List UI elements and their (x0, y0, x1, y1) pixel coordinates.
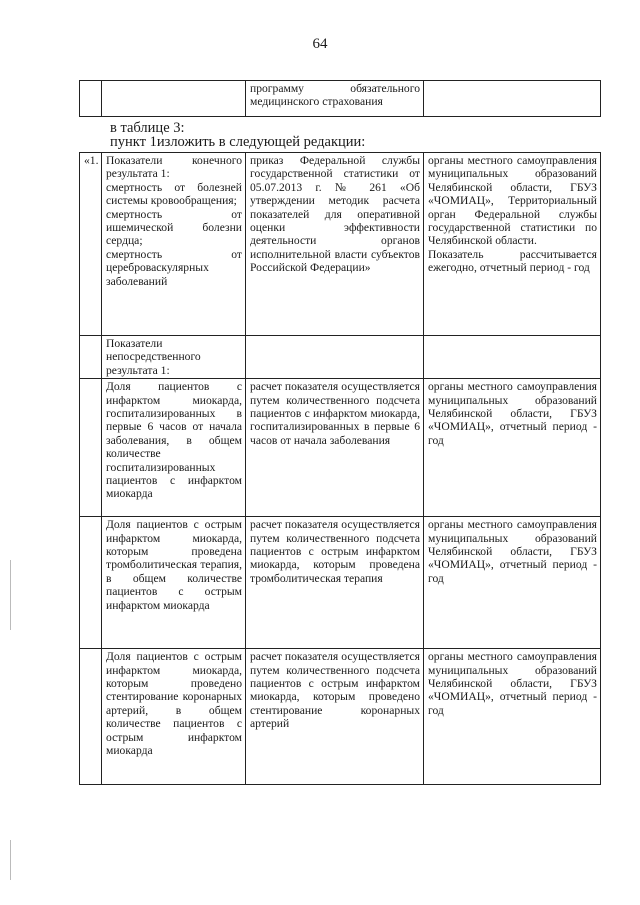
page-number: 64 (312, 36, 328, 52)
table-row (80, 153, 601, 336)
table-row (80, 649, 601, 785)
cell-indicator: Показатели конечного результата 1: смертность от болезней системы кровообращения; смертность от ишемической болезни сердца; смертность от цереброваскулярных заболеваний (102, 153, 246, 336)
cell-number (80, 379, 102, 517)
cell-method: приказ Федеральной службы государственной статистики от 05.07.2013 г. № 261 «Об утверждении методик расчета показателей для оперативной оценки эффективности деятельности органов исполнительной власти субъектов Российской Федерации» (246, 153, 424, 336)
previous-table-fragment (79, 80, 601, 117)
cell-method: программу обязательного медицинского страхования (246, 81, 424, 117)
cell-number (80, 81, 102, 117)
table-row (80, 336, 601, 379)
instruction-line: в таблице 3: (110, 120, 185, 136)
cell-source: органы местного самоуправления муниципальных образований Челябинской области, ГБУЗ «ЧОМИАЦ», Территориальный орган Федеральной службы государственной статистики по Челябинской области. Показатель рассчитывается ежегодно, отчетный период - год (424, 153, 601, 336)
cell-indicator: Доля пациентов с острым инфарктом миокарда, которым проведена тромболитическая терапия, в общем количестве пациентов с острым инфарктом миокарда (102, 517, 246, 649)
cell-number (80, 649, 102, 785)
cell-source (424, 81, 601, 117)
cell-source: органы местного самоуправления муниципальных образований Челябинской области, ГБУЗ «ЧОМИАЦ», отчетный период - год (424, 379, 601, 517)
cell-method (246, 336, 424, 379)
cell-indicator: Показатели непосредственного результата 1: (102, 336, 246, 379)
indicators-table (79, 152, 601, 785)
cell-source: органы местного самоуправления муниципальных образований Челябинской области, ГБУЗ «ЧОМИАЦ», отчетный период - год (424, 517, 601, 649)
scan-artifact (10, 840, 11, 880)
cell-indicator: Доля пациентов с острым инфарктом миокарда, которым проведено стентирование коронарных артерий, в общем количестве пациентов с острым инфарктом миокарда (102, 649, 246, 785)
cell-method: расчет показателя осуществляется путем количественного подсчета пациентов с острым инфарктом миокарда, которым проведено стентирование коронарных артерий (246, 649, 424, 785)
scan-artifact (10, 560, 11, 630)
cell-method: расчет показателя осуществляется путем количественного подсчета пациентов с инфарктом миокарда, госпитализированных в первые 6 часов от начала заболевания (246, 379, 424, 517)
table-row (80, 379, 601, 517)
cell-source: органы местного самоуправления муниципальных образований Челябинской области, ГБУЗ «ЧОМИАЦ», отчетный период - год (424, 649, 601, 785)
instruction-line: пункт 1изложить в следующей редакции: (110, 134, 366, 150)
cell-source (424, 336, 601, 379)
cell-number (80, 517, 102, 649)
cell-method: расчет показателя осуществляется путем количественного подсчета пациентов с острым инфарктом миокарда, которым проведена тромболитическая терапия (246, 517, 424, 649)
cell-indicator: Доля пациентов с инфарктом миокарда, госпитализированных в первые 6 часов от начала заболевания, в общем количестве госпитализированных пациентов с инфарктом миокарда (102, 379, 246, 517)
cell-number (80, 336, 102, 379)
cell-indicator (102, 81, 246, 117)
cell-number: «1. (80, 153, 102, 336)
table-row (80, 81, 601, 117)
table-row (80, 517, 601, 649)
